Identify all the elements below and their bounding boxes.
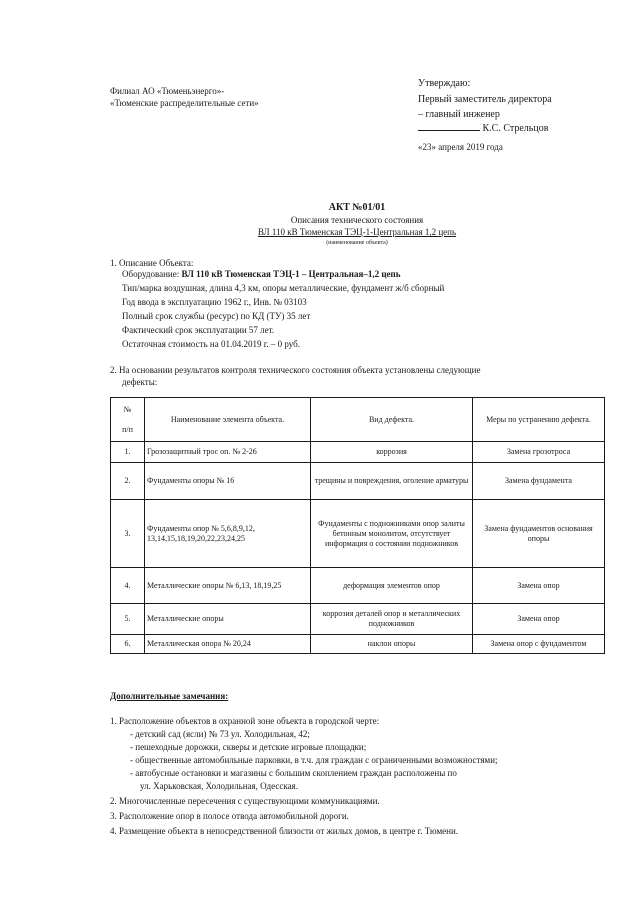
- row-element: Фундаменты опор № 5,6,8,9,12, 13,14,15,18,19,20,22,23,24,25: [145, 500, 311, 568]
- row-element: Металлическая опора № 20,24: [145, 635, 311, 654]
- object-type-line: Тип/марка воздушная, длина 4,3 км, опоры металлические, фундамент ж/б сборный: [122, 283, 445, 293]
- row-defect: коррозия деталей опор и металлических подножников: [311, 604, 473, 635]
- org-name-line2: «Тюменские распределительные сети»: [110, 98, 259, 108]
- row-element: Фундаменты опоры № 16: [145, 463, 311, 500]
- row-element: Металлические опоры № 6,13, 18,19,25: [145, 568, 311, 604]
- table-row: [111, 442, 605, 463]
- table-row: [111, 463, 605, 500]
- commission-year-line: Год ввода в эксплуатацию 1962 г., Инв. № 03103: [122, 297, 307, 307]
- remark-line: - общественные автомобильные парковки, в т.ч. для граждан с ограниченными возможностями;: [130, 755, 498, 765]
- defects-table: [110, 397, 605, 654]
- row-num: 2.: [111, 463, 145, 500]
- equipment-line: [122, 269, 400, 280]
- table-row: [111, 500, 605, 568]
- row-num: 3.: [111, 500, 145, 568]
- remark-line: - детский сад (ясли) № 73 ул. Холодильная, 42;: [130, 729, 310, 739]
- row-defect: трещины и повреждения, оголение арматуры: [311, 463, 473, 500]
- remark-line: 4. Размещение объекта в непосредственной близости от жилых домов, в центре г. Тюмени.: [110, 826, 459, 836]
- approval-date: «23» апреля 2019 года: [418, 142, 503, 152]
- residual-value-line: Остаточная стоимость на 01.04.2019 г. – 0 руб.: [122, 339, 301, 349]
- row-measures: Замена фундаментов основания опоры: [473, 500, 605, 568]
- object-caption: (наименование объекта): [326, 240, 388, 246]
- table-row: [111, 635, 605, 654]
- org-name-line1: Филиал АО «Тюменьэнерго»-: [110, 86, 225, 96]
- section1-heading: 1. Описание Объекта:: [110, 258, 194, 268]
- remark-line: ул. Харьковская, Холодильная, Одесская.: [140, 781, 298, 791]
- header-element: Наименование элемента объекта.: [145, 398, 311, 442]
- row-measures: Замена фундамента: [473, 463, 605, 500]
- remark-line: - пешеходные дорожки, скверы и детские игровые площадки;: [130, 742, 367, 752]
- row-defect: Фундаменты с подножниками опор залиты бетонным монолитом, отсутствует информация о состоянии подножников: [311, 500, 473, 568]
- act-title: АКТ №01/01: [328, 202, 386, 213]
- remark-line: - автобусные остановки и магазины с большим скоплением граждан расположены по: [130, 768, 457, 778]
- row-num: 5.: [111, 604, 145, 635]
- approve-label: Утверждаю:: [418, 78, 471, 89]
- row-defect: коррозия: [311, 442, 473, 463]
- object-name-text: ВЛ 110 кВ Тюменская ТЭЦ-1-Центральная 1,2 цепь: [257, 227, 457, 237]
- row-element: Металлические опоры: [145, 604, 311, 635]
- object-name: [110, 227, 604, 238]
- equipment-value: ВЛ 110 кВ Тюменская ТЭЦ-1 – Центральная–1,2 цепь: [181, 269, 401, 279]
- row-defect: наклон опоры: [311, 635, 473, 654]
- row-defect: деформация элементов опор: [311, 568, 473, 604]
- header-measures: Меры по устранению дефекта.: [473, 398, 605, 442]
- row-num: 6.: [111, 635, 145, 654]
- signature-line: [418, 122, 480, 131]
- row-measures: Замена опор: [473, 604, 605, 635]
- row-element: Грозозащитный трос оп. № 2-26: [145, 442, 311, 463]
- service-life-line: Полный срок службы (ресурс) по КД (ТУ) 35 лет: [122, 311, 311, 321]
- actual-life-line: Фактический срок эксплуатации 57 лет.: [122, 325, 275, 335]
- section2-line2: дефекты:: [122, 377, 158, 387]
- table-header-row: [111, 398, 605, 442]
- approver-position-2: – главный инженер: [418, 109, 500, 120]
- approver-position: Первый заместитель директора: [418, 94, 552, 105]
- act-subtitle: Описания технического состояния: [290, 215, 424, 225]
- remark-line: 1. Расположение объектов в охранной зоне объекта в городской черте:: [110, 716, 380, 726]
- header-num: № п/п: [111, 398, 145, 442]
- table-row: [111, 568, 605, 604]
- remark-line: 2. Многочисленные пересечения с существующими коммуникациями.: [110, 796, 380, 806]
- approver-name: К.С. Стрельцов: [482, 123, 549, 134]
- remarks-heading: Дополнительные замечания:: [110, 691, 229, 701]
- remark-line: 3. Расположение опор в полосе отвода автомобильной дороги.: [110, 811, 349, 821]
- table-row: [111, 604, 605, 635]
- row-measures: Замена опор с фундаментом: [473, 635, 605, 654]
- row-measures: Замена опор: [473, 568, 605, 604]
- row-num: 4.: [111, 568, 145, 604]
- equipment-label: Оборудование:: [122, 269, 182, 279]
- row-measures: Замена грозотроса: [473, 442, 605, 463]
- header-defect: Вид дефекта.: [311, 398, 473, 442]
- row-num: 1.: [111, 442, 145, 463]
- signature-row: [418, 122, 548, 135]
- section2-line1: 2. На основании результатов контроля технического состояния объекта установлены следующие: [110, 365, 481, 375]
